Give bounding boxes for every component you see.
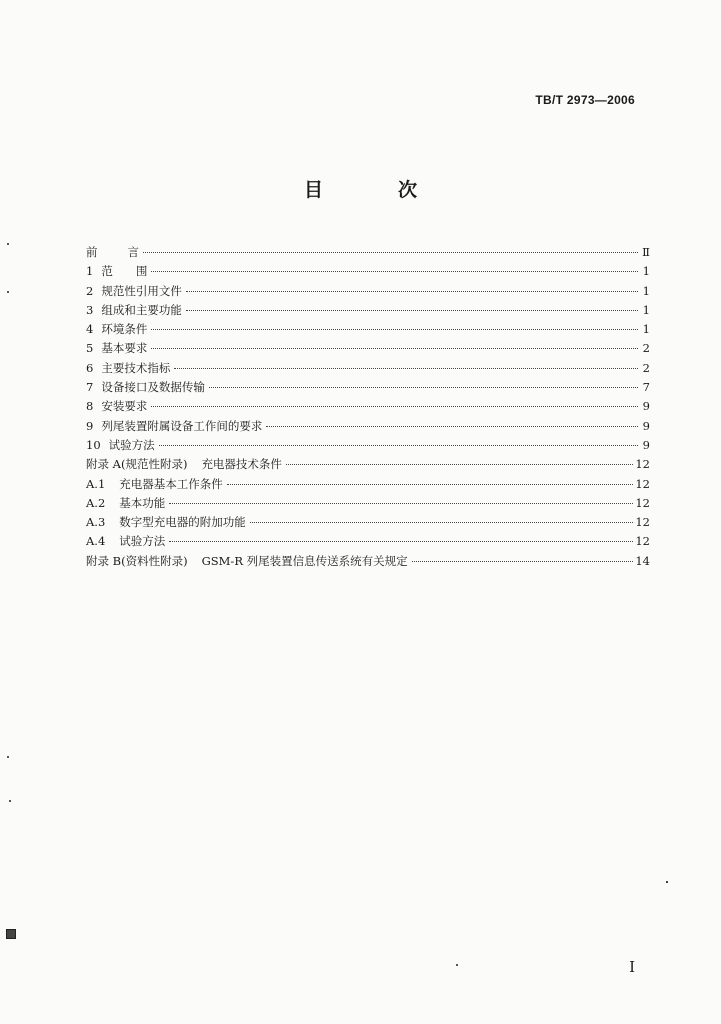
toc-entry-number: 6	[86, 360, 94, 375]
toc-leader-dots	[169, 503, 633, 504]
scan-speck	[7, 243, 9, 245]
toc-entry[interactable]	[86, 418, 650, 437]
toc-entry-number: 10	[86, 437, 101, 452]
toc-entry[interactable]	[86, 553, 650, 572]
toc-leader-dots	[151, 329, 638, 330]
toc-entry-label: 范 围	[101, 264, 148, 279]
toc-entry-label: 充电器基本工作条件	[119, 476, 223, 491]
toc-entry[interactable]	[86, 533, 650, 552]
scan-artifact-mark	[6, 929, 16, 939]
toc-entry-page: 7	[642, 380, 650, 395]
toc-entry-page: 14	[635, 553, 650, 568]
toc-entry-page: 12	[635, 515, 650, 530]
toc-leader-dots	[169, 541, 633, 542]
scan-speck	[7, 291, 9, 293]
toc-entry[interactable]	[86, 514, 650, 533]
standard-code: TB/T 2973—2006	[535, 93, 635, 107]
toc-entry-page: 1	[642, 322, 650, 337]
toc-leader-dots	[151, 271, 638, 272]
toc-entry[interactable]	[86, 244, 650, 263]
toc-entry[interactable]	[86, 495, 650, 514]
toc-entry[interactable]	[86, 360, 650, 379]
toc-leader-dots	[151, 406, 638, 407]
toc-entry-label: 组成和主要功能	[101, 302, 182, 317]
toc-entry-page: 2	[642, 341, 650, 356]
toc-entry-number: A.2	[86, 495, 106, 510]
toc-leader-dots	[159, 445, 638, 446]
toc-leader-dots	[186, 310, 638, 311]
page-title: 目 次	[303, 179, 445, 201]
toc-entry-page: 12	[635, 495, 650, 510]
toc-entry-label: 主要技术指标	[101, 360, 171, 375]
toc-entry-page: 1	[642, 283, 650, 298]
toc-entry-number: 5	[86, 341, 94, 356]
toc-entry-label: 充电器技术条件	[201, 457, 282, 472]
toc-entry-page: 9	[642, 399, 650, 414]
toc-entry-number: 3	[86, 302, 94, 317]
toc-entry[interactable]	[86, 398, 650, 417]
scan-speck	[9, 800, 11, 802]
toc-entry[interactable]	[86, 379, 650, 398]
toc-leader-dots	[143, 252, 638, 253]
toc-entry[interactable]	[86, 283, 650, 302]
toc-leader-dots	[266, 426, 638, 427]
toc-entry-number: 1	[86, 264, 94, 279]
toc-entry-page: 9	[642, 437, 650, 452]
toc-leader-dots	[186, 291, 638, 292]
toc-entry[interactable]	[86, 456, 650, 475]
toc-entry-label: 设备接口及数据传输	[101, 380, 205, 395]
toc-entry-label: 数字型充电器的附加功能	[119, 515, 246, 530]
toc-entry-label: 基本要求	[101, 341, 148, 356]
toc-entry-page: 2	[642, 360, 650, 375]
toc-leader-dots	[151, 348, 638, 349]
toc-entry-number: 前	[86, 245, 98, 259]
toc-leader-dots	[412, 561, 634, 562]
toc-entry-page: 9	[642, 418, 650, 433]
toc-entry-page: 12	[635, 534, 650, 549]
toc-entry-number: 4	[86, 322, 94, 337]
toc-entry[interactable]	[86, 321, 650, 340]
toc-entry-label: 规范性引用文件	[101, 283, 182, 298]
toc-entry-label: GSM-R 列尾装置信息传送系统有关规定	[201, 553, 408, 568]
page-number: I	[629, 958, 635, 976]
scan-speck	[666, 881, 668, 883]
toc-entry[interactable]	[86, 476, 650, 495]
toc-entry-label: 基本功能	[119, 495, 166, 510]
toc-entry-number: 8	[86, 399, 94, 414]
toc-entry-label: 言	[127, 245, 139, 259]
toc-entry-number: 附录 A(规范性附录)	[86, 457, 188, 472]
toc-entry[interactable]	[86, 263, 650, 282]
scan-speck	[456, 964, 458, 966]
toc-leader-dots	[227, 484, 634, 485]
toc-entry-number: 2	[86, 283, 94, 298]
toc-entry[interactable]	[86, 340, 650, 359]
toc-entry-number: A.3	[86, 515, 106, 530]
toc-leader-dots	[286, 464, 633, 465]
toc-leader-dots	[209, 387, 638, 388]
toc-entry-page: 12	[635, 457, 650, 472]
toc-entry-number: 附录 B(资料性附录)	[86, 553, 188, 568]
toc-entry[interactable]	[86, 302, 650, 321]
toc-entry-page: Ⅱ	[642, 245, 650, 259]
toc-entry-number: A.4	[86, 534, 106, 549]
table-of-contents	[86, 244, 650, 572]
toc-leader-dots	[250, 522, 634, 523]
toc-entry-label: 环境条件	[101, 322, 148, 337]
toc-entry-number: A.1	[86, 476, 106, 491]
toc-entry-label: 列尾装置附属设备工作间的要求	[101, 418, 263, 433]
toc-entry-number: 9	[86, 418, 94, 433]
toc-entry-page: 12	[635, 476, 650, 491]
toc-entry-label: 试验方法	[119, 534, 166, 549]
scan-speck	[7, 756, 9, 758]
toc-leader-dots	[174, 368, 638, 369]
toc-entry-label: 安装要求	[101, 399, 148, 414]
toc-entry-label: 试验方法	[108, 437, 155, 452]
toc-entry[interactable]	[86, 437, 650, 456]
toc-entry-page: 1	[642, 302, 650, 317]
toc-entry-number: 7	[86, 380, 94, 395]
toc-entry-page: 1	[642, 264, 650, 279]
